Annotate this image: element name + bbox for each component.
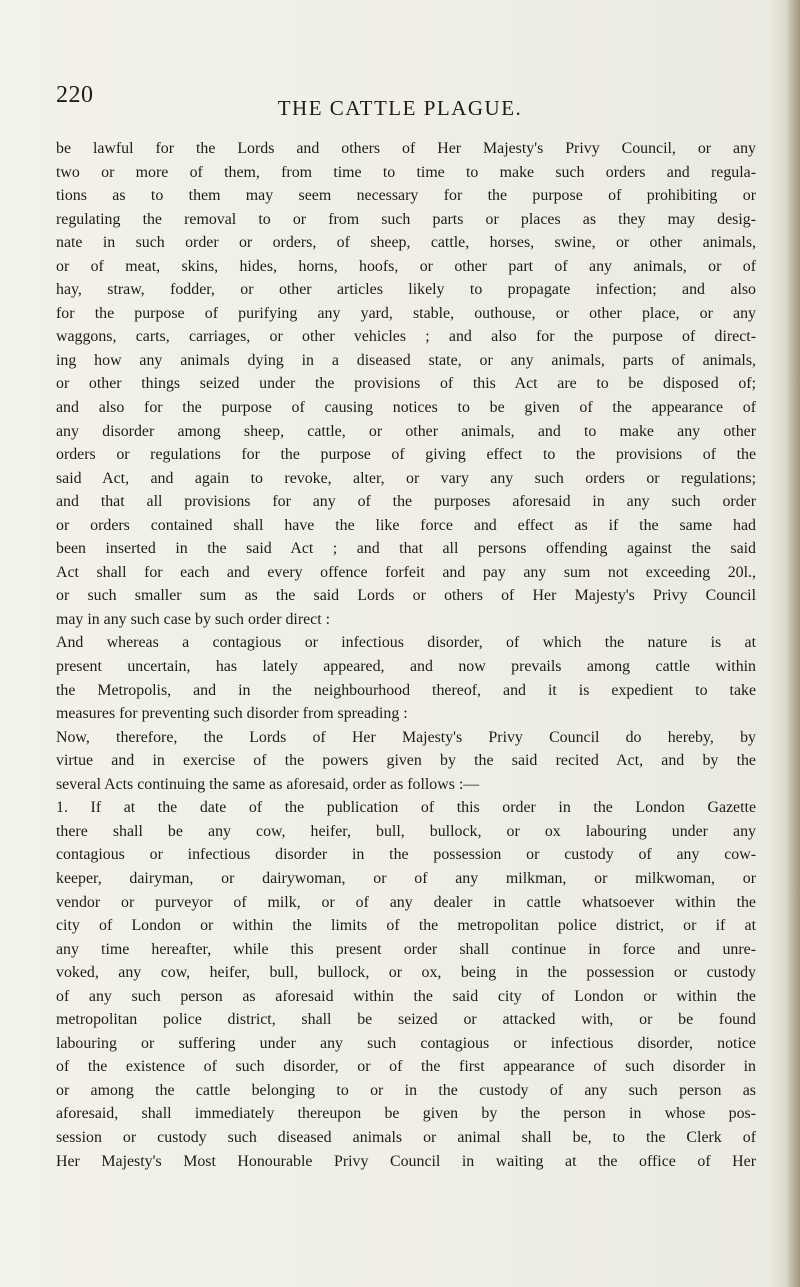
text-line: keeper, dairyman, or dairywoman, or of any milkman, or milkwoman, or (56, 869, 756, 887)
text-line: for the purpose of purifying any yard, stable, outhouse, or other place, or any (56, 304, 756, 322)
text-line: any time hereafter, while this present order shall continue in force and unre- (56, 940, 756, 958)
running-title: THE CATTLE PLAGUE. (277, 96, 523, 120)
text-line: waggons, carts, carriages, or other vehicles ; and also for the purpose of direct- (56, 328, 756, 346)
body-text (56, 137, 756, 1173)
text-line: or of meat, skins, hides, horns, hoofs, or other part of any animals, or of (56, 257, 756, 275)
text-line: virtue and in exercise of the powers given by the said recited Act, and by the (56, 752, 756, 770)
text-line: or such smaller sum as the said Lords or others of Her Majesty's Privy Council (56, 587, 756, 605)
text-line: and also for the purpose of causing notices to be given of the appearance of (56, 399, 756, 417)
text-line: several Acts continuing the same as aforesaid, order as follows :— (56, 775, 480, 793)
text-line: vendor or purveyor of milk, or of any dealer in cattle whatsoever within the (56, 893, 756, 911)
text-line: contagious or infectious disorder in the possession or custody of any cow- (56, 846, 756, 864)
text-line: voked, any cow, heifer, bull, bullock, or ox, being in the possession or custody (56, 964, 756, 982)
text-line: metropolitan police district, shall be seized or attacked with, or be found (56, 1011, 756, 1029)
text-line: And whereas a contagious or infectious disorder, of which the nature is at (56, 634, 756, 652)
text-line: or other things seized under the provisions of this Act are to be disposed of; (56, 375, 756, 393)
text-line: may in any such case by such order direct : (56, 610, 331, 628)
text-line: 1. If at the date of the publication of this order in the London Gazette (56, 799, 756, 817)
text-line: or orders contained shall have the like force and effect as if the same had (56, 516, 756, 534)
text-line: any disorder among sheep, cattle, or other animals, and to make any other (56, 422, 756, 440)
page-edge-shadow (786, 0, 800, 1287)
text-line: be lawful for the Lords and others of Her Majesty's Privy Council, or any (56, 140, 756, 157)
text-line: tions as to them may seem necessary for the purpose of prohibiting or (56, 187, 756, 205)
text-line: said Act, and again to revoke, alter, or vary any such orders or regulations; (56, 469, 756, 487)
text-line: aforesaid, shall immediately thereupon be given by the person in whose pos- (56, 1105, 756, 1123)
text-line: two or more of them, from time to time to make such orders and regula- (56, 163, 756, 181)
text-line: been inserted in the said Act ; and that all persons offending against the said (56, 540, 756, 558)
text-line: measures for preventing such disorder from spreading : (56, 705, 408, 723)
text-line: city of London or within the limits of the metropolitan police district, or if at (56, 917, 756, 935)
text-line: labouring or suffering under any such contagious or infectious disorder, notice (56, 1034, 756, 1052)
text-line: nate in such order or orders, of sheep, cattle, horses, swine, or other animals, (56, 234, 756, 252)
text-line: Her Majesty's Most Honourable Privy Council in waiting at the office of Her (56, 1152, 756, 1170)
text-line: session or custody such diseased animals or animal shall be, to the Clerk of (56, 1128, 756, 1146)
text-line: Act shall for each and every offence forfeit and pay any sum not exceeding 20l., (56, 563, 756, 581)
text-line: orders or regulations for the purpose of giving effect to the provisions of the (56, 446, 756, 464)
text-line: there shall be any cow, heifer, bull, bullock, or ox labouring under any (56, 822, 756, 840)
text-line: or among the cattle belonging to or in the custody of any such person as (56, 1081, 756, 1099)
text-line: of the existence of such disorder, or of the first appearance of such disorder in (56, 1058, 756, 1076)
text-line: ing how any animals dying in a diseased state, or any animals, parts of animals, (56, 351, 756, 369)
text-line: the Metropolis, and in the neighbourhood thereof, and it is expedient to take (56, 681, 756, 699)
text-line: Now, therefore, the Lords of Her Majesty's Privy Council do hereby, by (56, 728, 756, 746)
text-line: of any such person as aforesaid within the said city of London or within the (56, 987, 756, 1005)
page-number: 220 (56, 82, 94, 108)
text-line: and that all provisions for any of the purposes aforesaid in any such order (56, 493, 756, 511)
text-line: regulating the removal to or from such parts or places as they may desig- (56, 210, 756, 228)
text-line: hay, straw, fodder, or other articles likely to propagate infection; and also (56, 281, 756, 299)
text-line: present uncertain, has lately appeared, and now prevails among cattle within (56, 658, 756, 676)
